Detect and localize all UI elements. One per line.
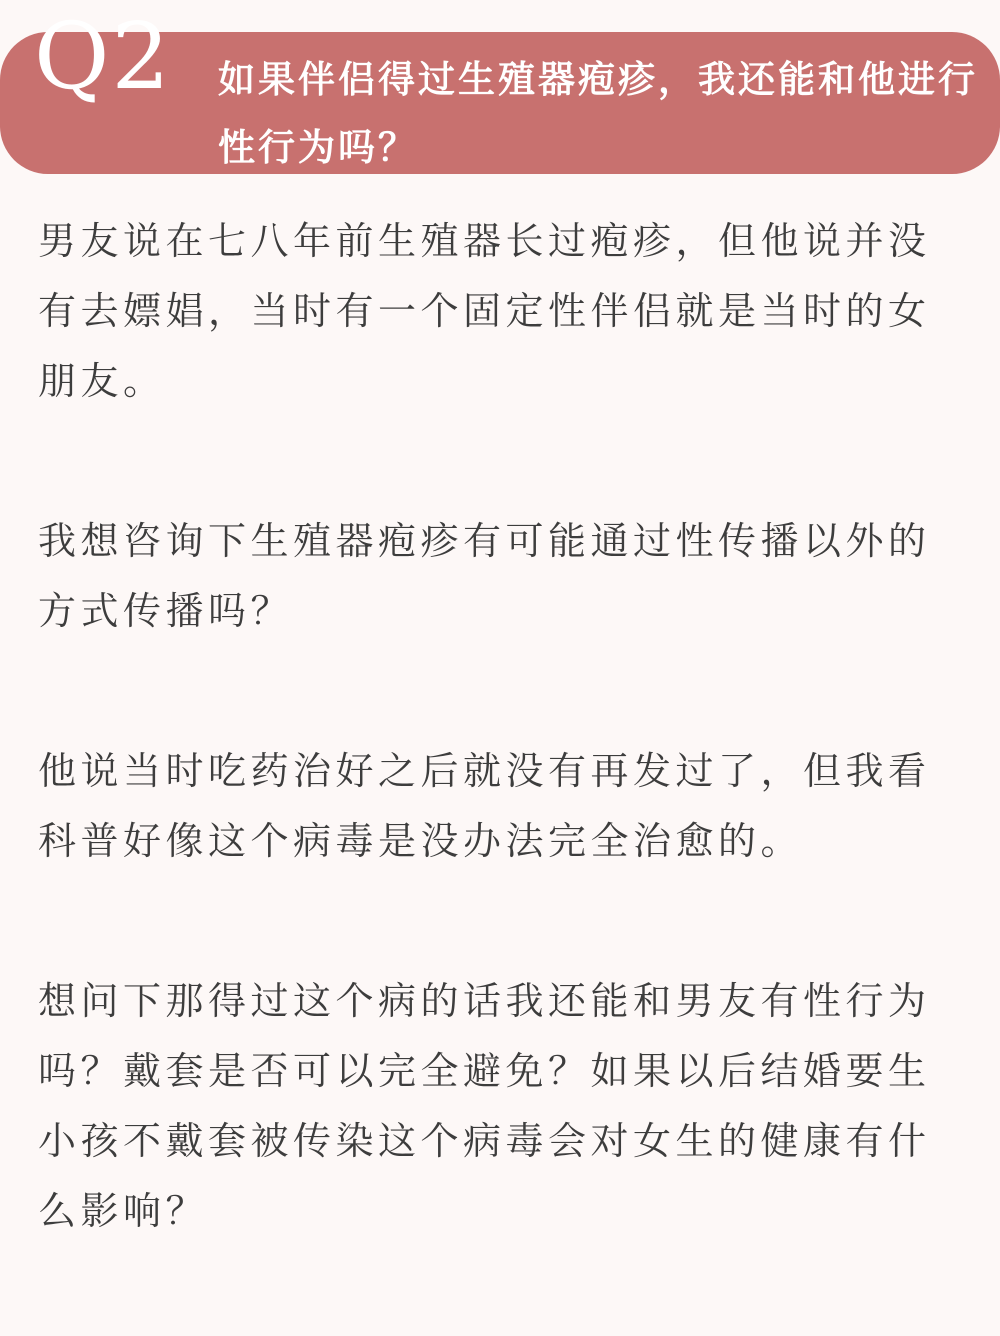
body-paragraph: 我想咨询下生殖器疱疹有可能通过性传播以外的方式传播吗？ bbox=[38, 519, 931, 633]
question-number-label: Q2 bbox=[34, 3, 172, 110]
question-body bbox=[38, 206, 968, 1336]
body-paragraph: 他说当时吃药治好之后就没有再发过了，但我看科普好像这个病毒是没办法完全治愈的。 bbox=[38, 749, 931, 863]
body-paragraph: 男友说在七八年前生殖器长过疱疹，但他说并没有去嫖娼，当时有一个固定性伴侣就是当时的女朋友。 bbox=[38, 219, 931, 403]
question-title: 如果伴侣得过生殖器疱疹，我还能和他进行性行为吗？ bbox=[218, 58, 978, 169]
body-paragraph: 想问下那得过这个病的话我还能和男友有性行为吗？戴套是否可以完全避免？如果以后结婚要生小孩不戴套被传染这个病毒会对女生的健康有什么影响？ bbox=[38, 979, 931, 1233]
